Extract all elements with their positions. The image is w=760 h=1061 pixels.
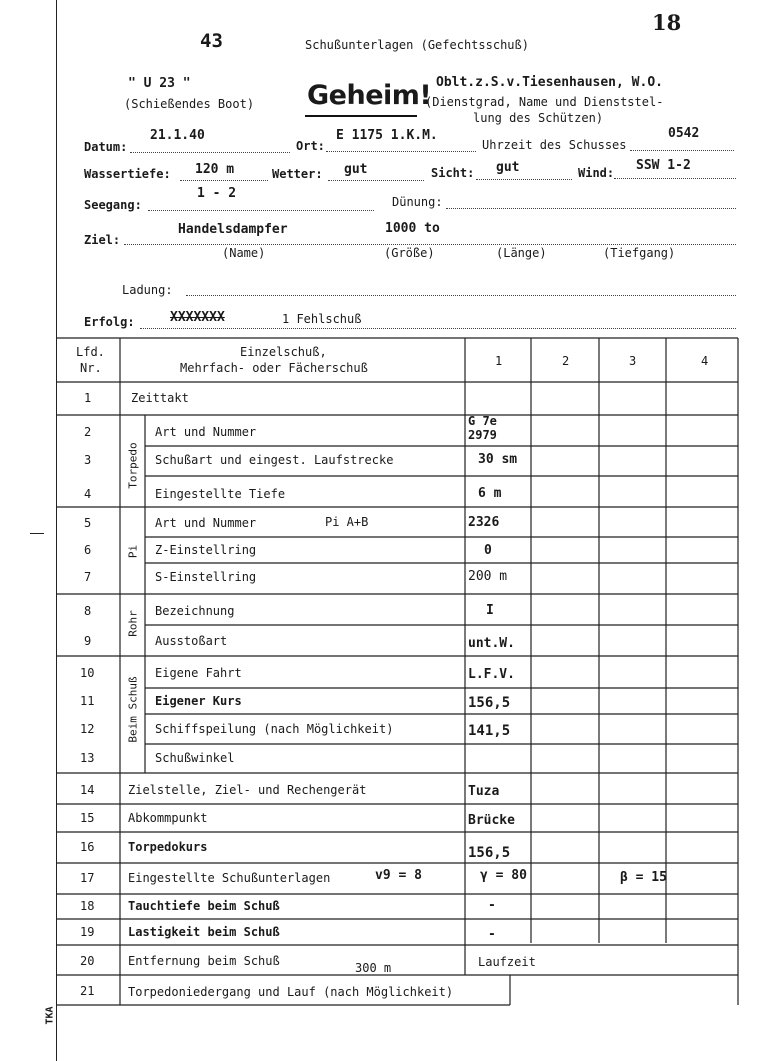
row-8-nr: 8 bbox=[84, 604, 92, 618]
uhrzeit-label: Uhrzeit des Schusses bbox=[482, 138, 627, 152]
row-12-value-1: 141,5 bbox=[468, 723, 511, 739]
ziel-value: Handelsdampfer bbox=[178, 222, 288, 237]
row-20-nr: 20 bbox=[80, 954, 95, 968]
classification-stamp: Geheim! bbox=[307, 80, 432, 111]
row-16-nr: 16 bbox=[80, 840, 95, 854]
ort-value: E 1175 1.K.M. bbox=[336, 128, 438, 143]
seegang-value: 1 - 2 bbox=[197, 186, 237, 201]
erfolg-struck-text: XXXXXXX bbox=[170, 310, 225, 325]
page-number-left: 43 bbox=[200, 30, 223, 52]
table-head-desc-2: Mehrfach- oder Fächerschuß bbox=[180, 361, 368, 375]
wind-label: Wind: bbox=[578, 166, 615, 180]
ziel-caption-tiefgang: (Tiefgang) bbox=[603, 246, 676, 260]
shooter-caption-1: (Dienstgrad, Name und Dienststel- bbox=[425, 95, 664, 109]
row-15-label: Abkommpunkt bbox=[128, 811, 208, 825]
row-3-label: Schußart und eingest. Laufstrecke bbox=[155, 453, 394, 467]
row-7-value-1: 200 m bbox=[468, 569, 508, 584]
row-20-label: Entfernung beim Schuß bbox=[128, 954, 280, 968]
row-4-nr: 4 bbox=[84, 487, 92, 501]
group-label-beim-schuss: Beim Schuß bbox=[126, 676, 140, 743]
row-19-value-1: - bbox=[488, 927, 496, 942]
row-13-label: Schußwinkel bbox=[155, 751, 235, 765]
row-17-label: Eingestellte Schußunterlagen bbox=[128, 871, 331, 885]
wind-value: SSW 1-2 bbox=[636, 158, 691, 173]
row-9-value-1: unt.W. bbox=[468, 636, 515, 651]
sicht-label: Sicht: bbox=[431, 166, 475, 180]
boat-caption: (Schießendes Boot) bbox=[124, 97, 255, 111]
group-label-torpedo: Torpedo bbox=[126, 442, 140, 489]
row-5-label: Art und Nummer bbox=[155, 516, 257, 530]
row-17-nr: 17 bbox=[80, 871, 95, 885]
row-21-nr: 21 bbox=[80, 984, 95, 998]
ziel-caption-name: (Name) bbox=[222, 246, 266, 260]
erfolg-value: 1 Fehlschuß bbox=[282, 312, 362, 326]
row-21-label: Torpedoniedergang und Lauf (nach Möglichkeit) bbox=[128, 985, 454, 999]
row-6-nr: 6 bbox=[84, 543, 92, 557]
row-2-value-1: G 7e 2979 bbox=[468, 414, 497, 442]
row-12-nr: 12 bbox=[80, 722, 95, 736]
row-9-nr: 9 bbox=[84, 634, 92, 648]
wetter-label: Wetter: bbox=[272, 167, 323, 181]
table-head-col-3: 3 bbox=[629, 354, 637, 368]
erfolg-label: Erfolg: bbox=[84, 315, 135, 329]
table-head-col-2: 2 bbox=[562, 354, 570, 368]
row-15-value-1: Brücke bbox=[468, 813, 515, 828]
ziel-size-value: 1000 to bbox=[385, 221, 440, 236]
ziel-caption-groesse: (Größe) bbox=[384, 246, 435, 260]
row-12-label: Schiffspeilung (nach Möglichkeit) bbox=[155, 722, 394, 736]
row-17-extra-gamma: γ = 80 bbox=[480, 868, 527, 883]
row-5-extra: Pi A+B bbox=[325, 515, 369, 529]
row-18-label: Tauchtiefe beim Schuß bbox=[128, 899, 280, 913]
row-16-value-1: 156,5 bbox=[468, 845, 511, 861]
row-5-nr: 5 bbox=[84, 516, 92, 530]
wetter-value: gut bbox=[344, 162, 368, 177]
row-10-nr: 10 bbox=[80, 666, 95, 680]
row-3-value-1: 30 sm bbox=[478, 452, 518, 467]
row-11-label: Eigener Kurs bbox=[155, 694, 242, 708]
group-label-rohr: Rohr bbox=[126, 610, 140, 637]
row-11-value-1: 156,5 bbox=[468, 695, 511, 711]
row-10-value-1: L.F.V. bbox=[468, 667, 515, 682]
form-title: Schußunterlagen (Gefechtsschuß) bbox=[305, 38, 529, 52]
row-14-value-1: Tuza bbox=[468, 784, 500, 799]
page-number-right: 18 bbox=[652, 10, 682, 35]
datum-label: Datum: bbox=[84, 140, 128, 154]
row-1-nr: 1 bbox=[84, 391, 92, 405]
row-7-label: S-Einstellring bbox=[155, 570, 257, 584]
row-20-extra: 300 m bbox=[355, 961, 392, 975]
ziel-label: Ziel: bbox=[84, 233, 121, 247]
uhrzeit-value: 0542 bbox=[668, 126, 700, 141]
row-7-nr: 7 bbox=[84, 570, 92, 584]
seegang-label: Seegang: bbox=[84, 198, 142, 212]
row-3-nr: 3 bbox=[84, 453, 92, 467]
row-6-value-1: 0 bbox=[484, 543, 492, 558]
ladung-label: Ladung: bbox=[122, 283, 173, 297]
row-19-nr: 19 bbox=[80, 925, 95, 939]
row-11-nr: 11 bbox=[80, 694, 95, 708]
row-13-nr: 13 bbox=[80, 751, 95, 765]
row-10-label: Eigene Fahrt bbox=[155, 666, 242, 680]
sicht-value: gut bbox=[496, 160, 520, 175]
table-head-nr: Nr. bbox=[80, 361, 102, 375]
datum-value: 21.1.40 bbox=[150, 128, 205, 143]
row-8-value-1: I bbox=[486, 603, 494, 618]
shooter-name: Oblt.z.S.v.Tiesenhausen, W.O. bbox=[436, 75, 663, 90]
row-4-value-1: 6 m bbox=[478, 486, 502, 501]
row-18-value-1: - bbox=[488, 898, 496, 913]
wassertiefe-value: 120 m bbox=[195, 162, 235, 177]
duenung-label: Dünung: bbox=[392, 195, 443, 209]
row-5-value-1: 2326 bbox=[468, 515, 500, 530]
wassertiefe-label: Wassertiefe: bbox=[84, 167, 171, 181]
row-17-extra-beta: β = 15 bbox=[620, 870, 667, 885]
table-head-lfd: Lfd. bbox=[76, 345, 105, 359]
group-label-pi: Pi bbox=[126, 544, 140, 559]
row-18-nr: 18 bbox=[80, 899, 95, 913]
row-4-label: Eingestellte Tiefe bbox=[155, 487, 286, 501]
row-17-extra-v9: v9 = 8 bbox=[375, 868, 422, 883]
row-2-nr: 2 bbox=[84, 425, 92, 439]
row-14-nr: 14 bbox=[80, 783, 95, 797]
row-1-label: Zeittakt bbox=[131, 391, 189, 405]
row-20-value-1: Laufzeit bbox=[478, 955, 536, 969]
boat-name: " U 23 " bbox=[128, 76, 191, 91]
ort-label: Ort: bbox=[296, 139, 325, 153]
ziel-caption-laenge: (Länge) bbox=[496, 246, 547, 260]
margin-tick bbox=[30, 533, 44, 534]
row-14-label: Zielstelle, Ziel- und Rechengerät bbox=[128, 783, 367, 797]
row-15-nr: 15 bbox=[80, 811, 95, 825]
row-6-label: Z-Einstellring bbox=[155, 543, 257, 557]
table-head-col-1: 1 bbox=[495, 354, 503, 368]
row-16-label: Torpedokurs bbox=[128, 840, 208, 854]
table-head-desc-1: Einzelschuß, bbox=[240, 345, 327, 359]
row-19-label: Lastigkeit beim Schuß bbox=[128, 925, 280, 939]
row-9-label: Ausstoßart bbox=[155, 634, 228, 648]
shooter-caption-2: lung des Schützen) bbox=[473, 111, 604, 125]
margin-stamp: TKA bbox=[44, 1006, 56, 1025]
row-8-label: Bezeichnung bbox=[155, 604, 235, 618]
row-2-label: Art und Nummer bbox=[155, 425, 257, 439]
table-head-col-4: 4 bbox=[701, 354, 709, 368]
